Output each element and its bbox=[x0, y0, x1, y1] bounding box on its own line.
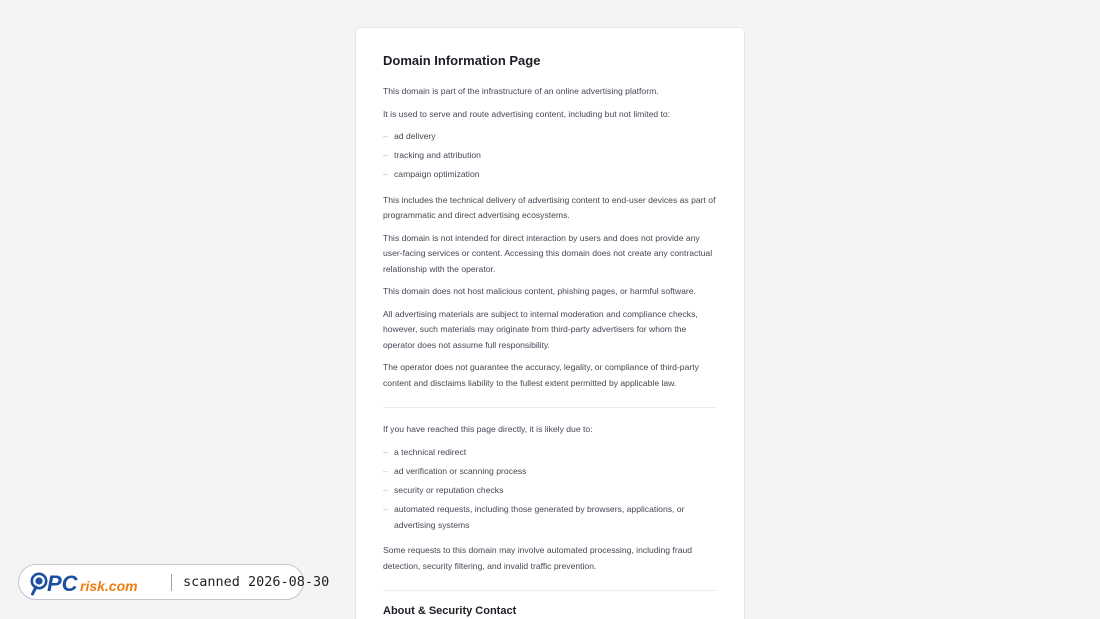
separator bbox=[171, 574, 172, 591]
usage-intro-paragraph: It is used to serve and route advertising content, including but not limited to: bbox=[383, 108, 671, 119]
dash-icon: – bbox=[383, 466, 388, 477]
dash-icon: – bbox=[383, 150, 388, 161]
dash-icon: – bbox=[383, 485, 388, 496]
list-item: – a technical redirect bbox=[383, 445, 717, 461]
dash-icon: – bbox=[383, 504, 388, 515]
domain-info-card bbox=[356, 28, 744, 619]
list-item: – ad delivery bbox=[383, 129, 717, 145]
logo-pc-text: PC bbox=[47, 571, 78, 596]
section-title: About & Security Contact bbox=[383, 605, 517, 618]
pcrisk-logo bbox=[29, 569, 157, 597]
list-item: – security or reputation checks bbox=[383, 483, 717, 499]
list-item: – automated requests, including those generated by browsers, applications, or advertising systems bbox=[383, 504, 685, 530]
malicious-content-paragraph: This domain does not host malicious content, phishing pages, or harmful software. bbox=[383, 286, 696, 297]
materials-paragraph: All advertising materials are subject to internal moderation and compliance checks, however, such materials may originate from third-party advertisers for whom the operator does not assume full responsibility. bbox=[383, 308, 698, 350]
list-item: – tracking and attribution bbox=[383, 148, 717, 164]
reached-intro-paragraph: If you have reached this page directly, it is likely due to: bbox=[383, 424, 593, 435]
dash-icon: – bbox=[383, 446, 388, 457]
list-item: – campaign optimization bbox=[383, 167, 717, 183]
logo-risk-text: risk.com bbox=[80, 578, 138, 594]
pcrisk-watermark-badge bbox=[18, 564, 330, 600]
list-item: – ad verification or scanning process bbox=[383, 464, 717, 480]
divider bbox=[383, 407, 717, 408]
scanned-date-label: scanned 2026-08-30 bbox=[183, 574, 330, 590]
dash-icon: – bbox=[383, 169, 388, 180]
dash-icon: – bbox=[383, 131, 388, 141]
intro-paragraph: This domain is part of the infrastructure of an online advertising platform. bbox=[383, 86, 659, 96]
usage-list bbox=[383, 129, 717, 183]
page-title: Domain Information Page bbox=[383, 53, 541, 68]
interaction-paragraph: This domain is not intended for direct interaction by users and does not provide any user-facing services or content. Accessing this domain does not create any contractual relationship with the operator. bbox=[383, 232, 713, 274]
delivery-paragraph: This includes the technical delivery of advertising content to end-user devices as part of programmatic and direct advertising ecosystems. bbox=[383, 194, 716, 221]
divider bbox=[383, 590, 717, 591]
reasons-list bbox=[383, 445, 717, 534]
processing-paragraph: Some requests to this domain may involve automated processing, including fraud detection, security filtering, and invalid traffic prevention. bbox=[383, 545, 693, 571]
magnifier-icon bbox=[32, 574, 46, 594]
guarantee-paragraph: The operator does not guarantee the accuracy, legality, or compliance of third-party content and disclaims liability to the fullest extent permitted by applicable law. bbox=[383, 362, 699, 388]
